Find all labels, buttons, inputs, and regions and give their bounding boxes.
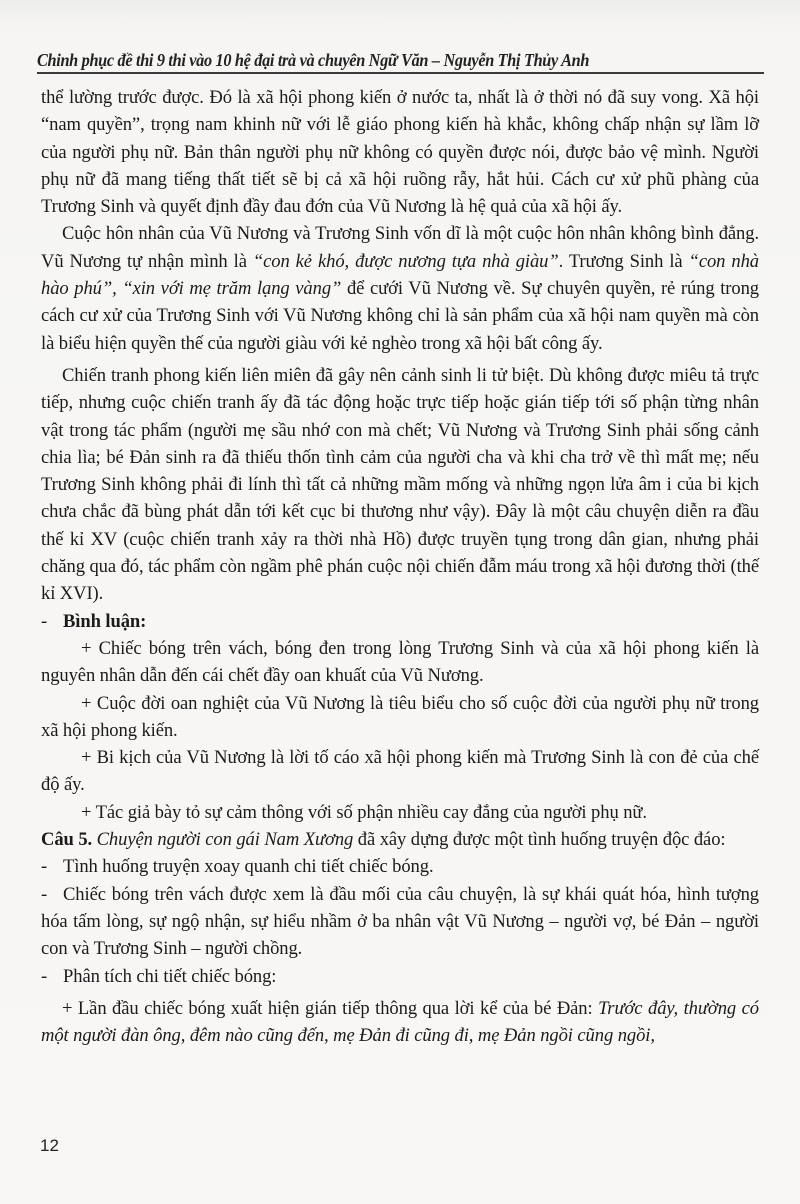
item-text: Phân tích chi tiết chiếc bóng:: [63, 965, 277, 987]
section-heading: Bình luận:: [63, 610, 147, 632]
analysis-paragraph: [41, 995, 759, 1050]
italic-quote: “con kẻ khó, được nương tựa nhà giàu”: [252, 250, 559, 272]
dash-bullet: -: [41, 965, 48, 987]
page-number: 12: [40, 1136, 59, 1155]
item-text: Chiếc bóng trên vách được xem là đầu mối của câu chuyện, là sự khái quát hóa, hình tượng hóa tấm lòng, sự ngộ nhận, sự hiểu nhầm ở ba nhân vật Vũ Nương – người vợ, bé Đản – người con và Trương Sinh – người chồng.: [41, 883, 759, 960]
commentary-item: + Cuộc đời oan nghiệt của Vũ Nương là tiêu biểu cho số cuộc đời của người phụ nữ trong xã hội phong kiến.: [41, 692, 759, 741]
work-title: Chuyện người con gái Nam Xương: [96, 829, 354, 851]
dash-bullet: -: [41, 883, 48, 905]
italic-quote: “con nhà hào phú”, “xin với mẹ trăm lạng vàng”: [41, 250, 759, 300]
question-5-item: [41, 853, 759, 880]
commentary-item: + Chiếc bóng trên vách, bóng đen trong lòng Trương Sinh và của xã hội phong kiến là nguyên nhân dẫn đến cái chết đầy oan khuất của Vũ Nương.: [41, 637, 759, 687]
dash-bullet: -: [41, 610, 48, 632]
question-text: đã xây dựng được một tình huống truyện độc đáo:: [353, 829, 726, 851]
item-text: Tình huống truyện xoay quanh chi tiết chiếc bóng.: [63, 856, 434, 878]
running-header: Chinh phục đề thi 9 thi vào 10 hệ đại trà và chuyên Ngữ Văn – Nguyễn Thị Thủy Anh: [37, 50, 590, 70]
question-label: Câu 5.: [41, 829, 93, 851]
analysis-lead: + Lần đầu chiếc bóng xuất hiện gián tiếp thông qua lời kể của bé Đản:: [62, 997, 599, 1019]
paragraph-marriage: [41, 220, 759, 356]
header-rule: [37, 72, 764, 74]
paragraph-text: để cưới Vũ Nương về. Sự chuyên quyền, rẻ rúng trong cách cư xử của Trương Sinh với Vũ Nương không chỉ là sản phẩm của xã hội nam quyền mà còn là biểu hiện quyền thế của người giàu với kẻ nghèo trong xã hội bất công ấy.: [41, 278, 759, 354]
commentary-heading: [41, 608, 759, 635]
paragraph-text: . Trương Sinh là: [558, 250, 689, 272]
page-body: [41, 84, 759, 1049]
question-5-intro: [41, 826, 759, 853]
paragraph-continuation: thể lường trước được. Đó là xã hội phong kiến ở nước ta, nhất là ở thời nó đã suy vong. Xã hội “nam quyền”, trọng nam khinh nữ với lễ giáo phong kiến hà khắc, không chấp nhận sự lầm lỡ của người phụ nữ. Bản thân người phụ nữ không có quyền được nói, được bảo vệ mình. Người phụ nữ đã mang tiếng thất tiết sẽ bị cả xã hội ruồng rẫy, hắt hủi. Cách cư xử phũ phàng của Trương Sinh và quyết định đầy đau đớn của Vũ Nương là hệ quả của xã hội ấy.: [41, 87, 759, 218]
analysis-quote: Trước đây, thường có một người đàn ông, đêm nào cũng đến, mẹ Đản đi cũng đi, mẹ Đản ngồi cũng ngồi,: [41, 997, 759, 1047]
paragraph-text: Cuộc hôn nhân của Vũ Nương và Trương Sinh vốn dĩ là một cuộc hôn nhân không bình đẳng. Vũ Nương tự nhận mình là: [41, 223, 759, 272]
commentary-item: + Bi kịch của Vũ Nương là lời tố cáo xã hội phong kiến mà Trương Sinh là con đẻ của chế độ ấy.: [41, 747, 759, 796]
paragraph-war: Chiến tranh phong kiến liên miên đã gây nên cảnh sinh li tử biệt. Dù không được miêu tả trực tiếp, nhưng cuộc chiến tranh ấy đã tác động hoặc trực tiếp hoặc gián tiếp tới số phận từng nhân vật trong tác phẩm (người mẹ sầu nhớ con mà chết; Vũ Nương và Trương Sinh phải sống cảnh chia lìa; bé Đản sinh ra đã thiếu thốn tình cảm của người cha và khi cha trở về thì mất mẹ; nếu Trương Sinh không phải đi lính thì tất cả những mầm mống và những ngọn lửa âm i của bi kịch chưa chắc đã bùng phát dẫn tới kết cục bi thương như vậy). Đây là một câu chuyện diễn ra đầu thế kỉ XV (cuộc chiến tranh xảy ra thời nhà Hồ) được truyền tụng trong dân gian, nhưng phải chăng qua đó, tác phẩm còn ngầm phê phán cuộc nội chiến đẫm máu trong xã hội đương thời (thế kỉ XVI).: [41, 364, 759, 605]
commentary-item: + Tác giả bày tỏ sự cảm thông với số phận nhiều cay đắng của người phụ nữ.: [81, 801, 647, 823]
question-5-item: [41, 881, 759, 963]
dash-bullet: -: [41, 856, 48, 878]
question-5-item: [41, 963, 759, 990]
